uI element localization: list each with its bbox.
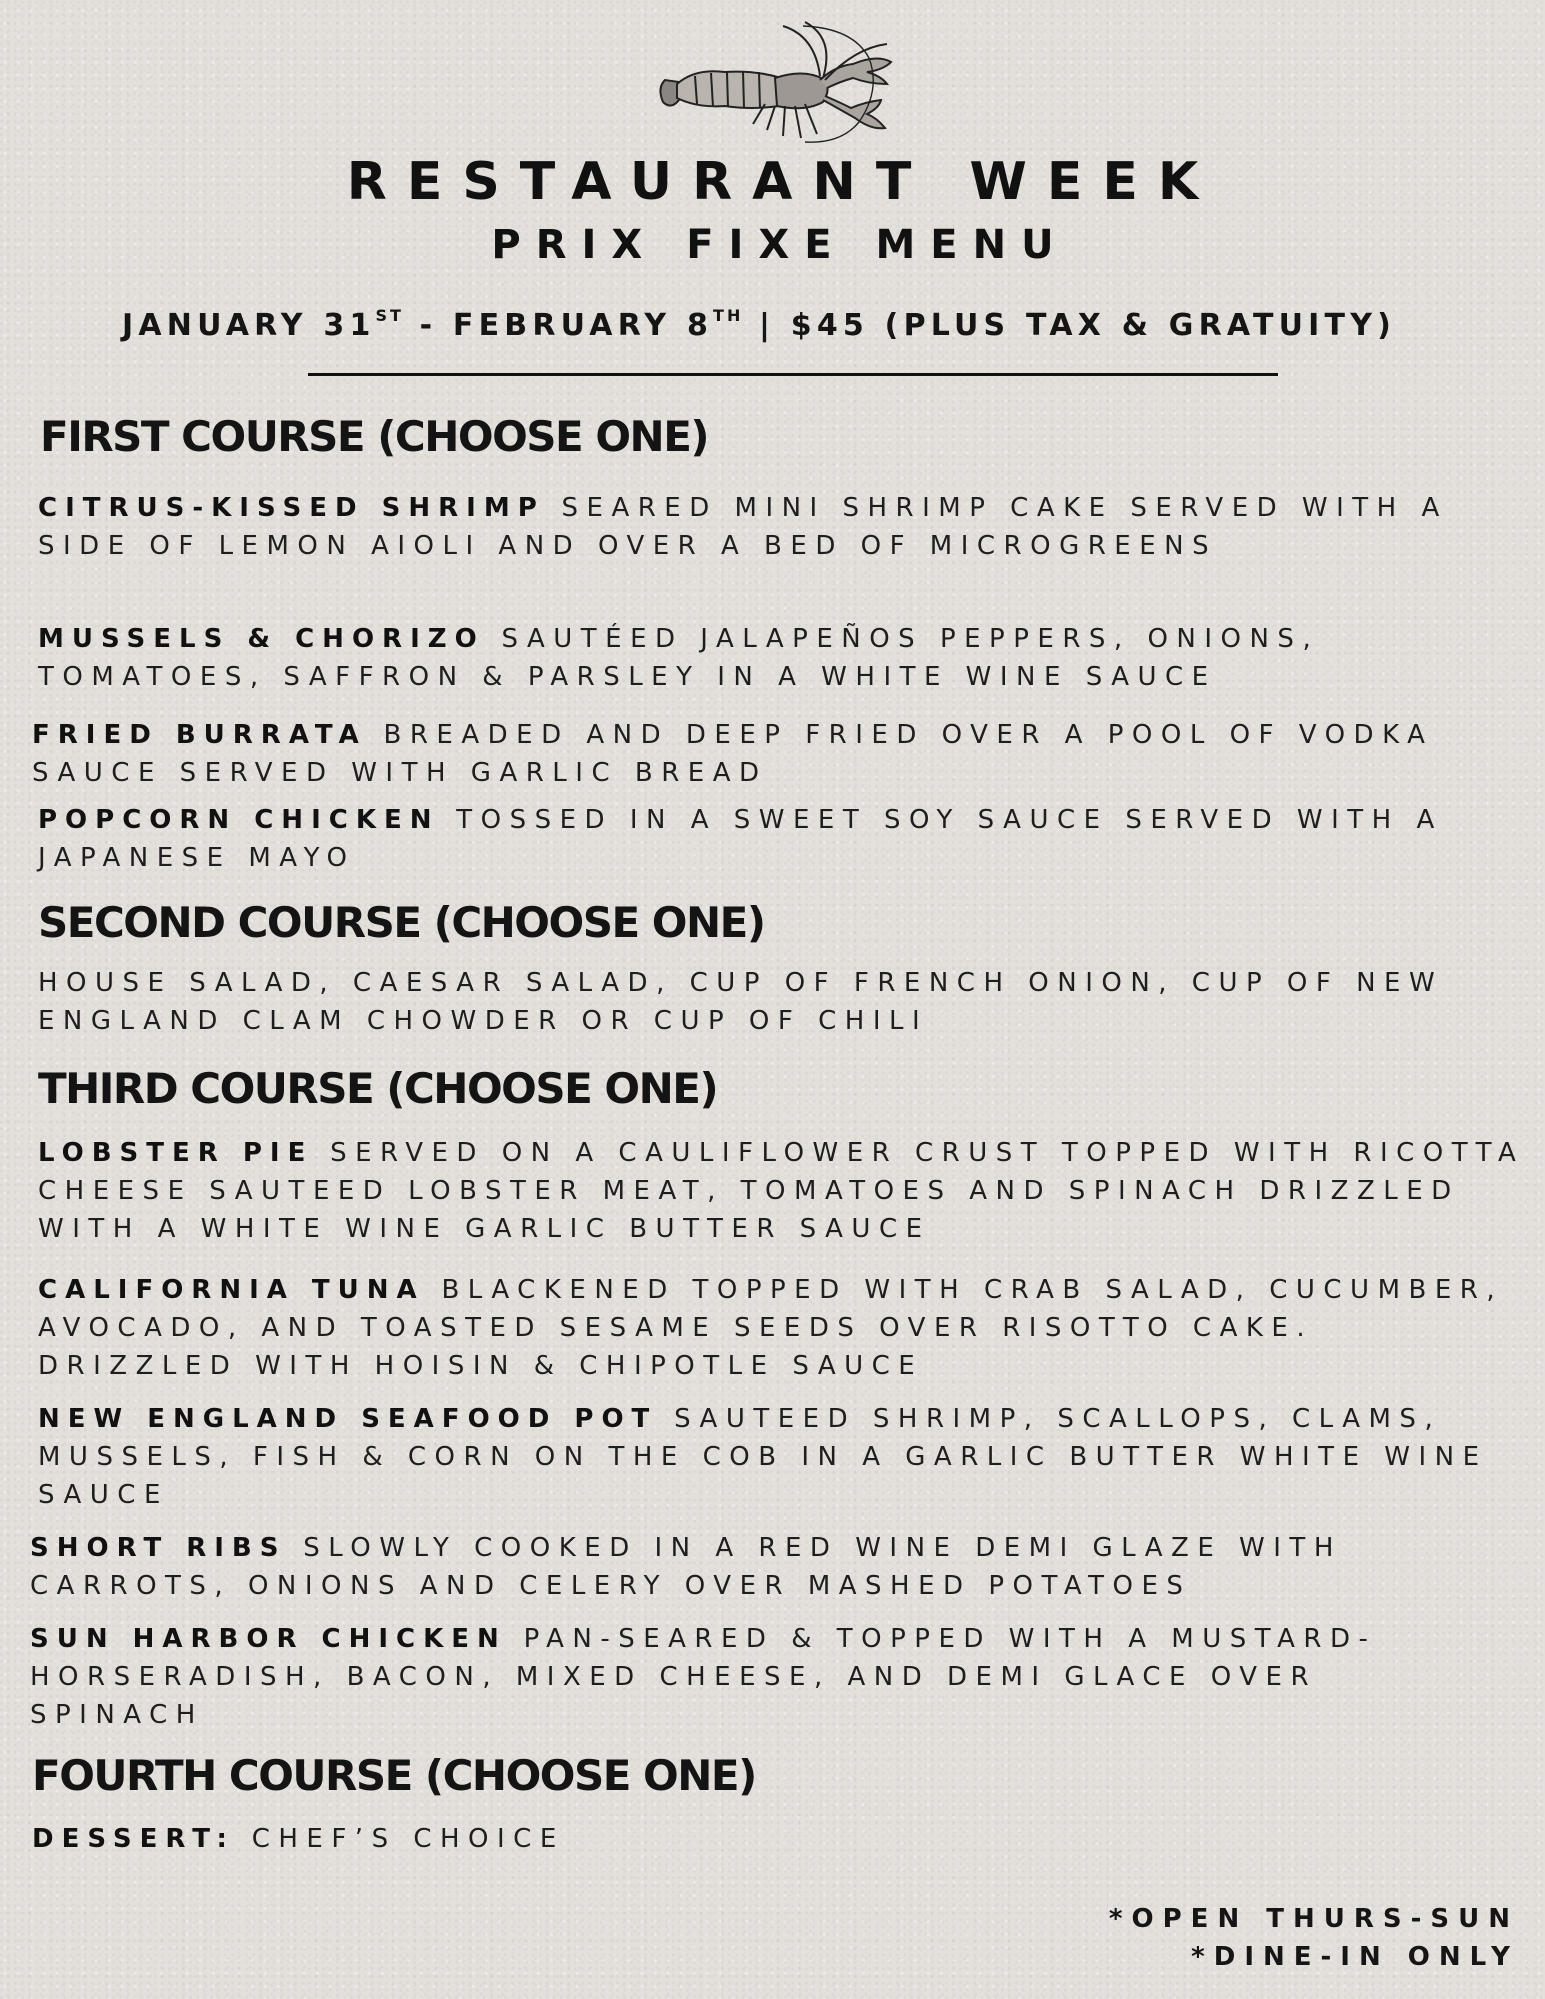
- menu-item: [38, 1271, 1508, 1385]
- item-description: HOUSE SALAD, CAESAR SALAD, CUP OF FRENCH ONION, CUP OF NEW ENGLAND CLAM CHOWDER OR CUP OF CHILI: [38, 968, 1444, 1036]
- fourth-course-heading: FOURTH COURSE (CHOOSE ONE): [32, 1751, 756, 1800]
- item-description: BREADED AND DEEP FRIED OVER A POOL OF VODKA SAUCE SERVED WITH GARLIC BREAD: [32, 720, 1434, 788]
- page-subtitle: PRIX FIXE MENU: [491, 222, 1069, 268]
- first-course-heading: FIRST COURSE (CHOOSE ONE): [40, 412, 709, 461]
- start-date-suffix: ST: [375, 306, 404, 325]
- end-date-suffix: TH: [713, 306, 744, 325]
- item-name: NEW ENGLAND SEAFOOD POT: [38, 1404, 658, 1434]
- menu-item: [30, 1620, 1480, 1734]
- item-name: SHORT RIBS: [30, 1533, 287, 1563]
- item-description: SEARED MINI SHRIMP CAKE SERVED WITH A SIDE OF LEMON AIOLI AND OVER A BED OF MICROGREENS: [38, 493, 1448, 561]
- dates-price-line: [122, 306, 1396, 343]
- page-title: RESTAURANT WEEK: [346, 152, 1219, 212]
- menu-item: [32, 1820, 1432, 1858]
- item-description: SERVED ON A CAULIFLOWER CRUST TOPPED WITH RICOTTA CHEESE SAUTEED LOBSTER MEAT, TOMATOES AND SPINACH DRIZZLED WITH A WHITE WINE GARLIC BUTTER SAUCE: [38, 1138, 1525, 1244]
- item-name: LOBSTER PIE: [38, 1138, 314, 1168]
- lobster-icon: [655, 18, 895, 148]
- dine-in-note: *DINE-IN ONLY: [1191, 1942, 1519, 1972]
- item-name: FRIED BURRATA: [32, 720, 367, 750]
- item-name: SUN HARBOR CHICKEN: [30, 1624, 507, 1654]
- second-course-heading: SECOND COURSE (CHOOSE ONE): [38, 898, 765, 947]
- menu-item: [32, 716, 1502, 792]
- third-course-heading: THIRD COURSE (CHOOSE ONE): [38, 1064, 718, 1113]
- item-name: CITRUS-KISSED SHRIMP: [38, 493, 545, 523]
- item-description: SAUTÉED JALAPEÑOS PEPPERS, ONIONS, TOMATOES, SAFFRON & PARSLEY IN A WHITE WINE SAUCE: [38, 624, 1320, 692]
- price: | $45 (PLUS TAX & GRATUITY): [743, 308, 1397, 343]
- end-date: - FEBRUARY 8: [403, 308, 714, 343]
- menu-item: [38, 1134, 1528, 1248]
- item-name: MUSSELS & CHORIZO: [38, 624, 485, 654]
- item-name: DESSERT:: [32, 1824, 235, 1854]
- menu-item: [38, 1400, 1508, 1514]
- item-description: SLOWLY COOKED IN A RED WINE DEMI GLAZE WITH CARROTS, ONIONS AND CELERY OVER MASHED POTATOES: [30, 1533, 1342, 1601]
- menu-item: [38, 964, 1528, 1040]
- item-description: BLACKENED TOPPED WITH CRAB SALAD, CUCUMBER, AVOCADO, AND TOASTED SESAME SEEDS OVER RISOTTO CAKE. DRIZZLED WITH HOISIN & CHIPOTLE SAUCE: [38, 1275, 1504, 1381]
- hours-note: *OPEN THURS-SUN: [1108, 1904, 1519, 1934]
- start-date: JANUARY 31: [122, 308, 376, 343]
- menu-item: [30, 1529, 1520, 1605]
- item-name: CALIFORNIA TUNA: [38, 1275, 425, 1305]
- item-name: POPCORN CHICKEN: [38, 805, 440, 835]
- item-description: PAN-SEARED & TOPPED WITH A MUSTARD-HORSERADISH, BACON, MIXED CHEESE, AND DEMI GLACE OVER SPINACH: [30, 1624, 1377, 1730]
- item-description: CHEF’S CHOICE: [251, 1824, 565, 1854]
- item-description: SAUTEED SHRIMP, SCALLOPS, CLAMS, MUSSELS, FISH & CORN ON THE COB IN A GARLIC BUTTER WHITE WINE SAUCE: [38, 1404, 1488, 1510]
- menu-item: [38, 620, 1508, 696]
- menu-item: [38, 801, 1508, 877]
- divider: [308, 373, 1278, 376]
- menu-item: [38, 489, 1508, 565]
- item-description: TOSSED IN A SWEET SOY SAUCE SERVED WITH A JAPANESE MAYO: [38, 805, 1443, 873]
